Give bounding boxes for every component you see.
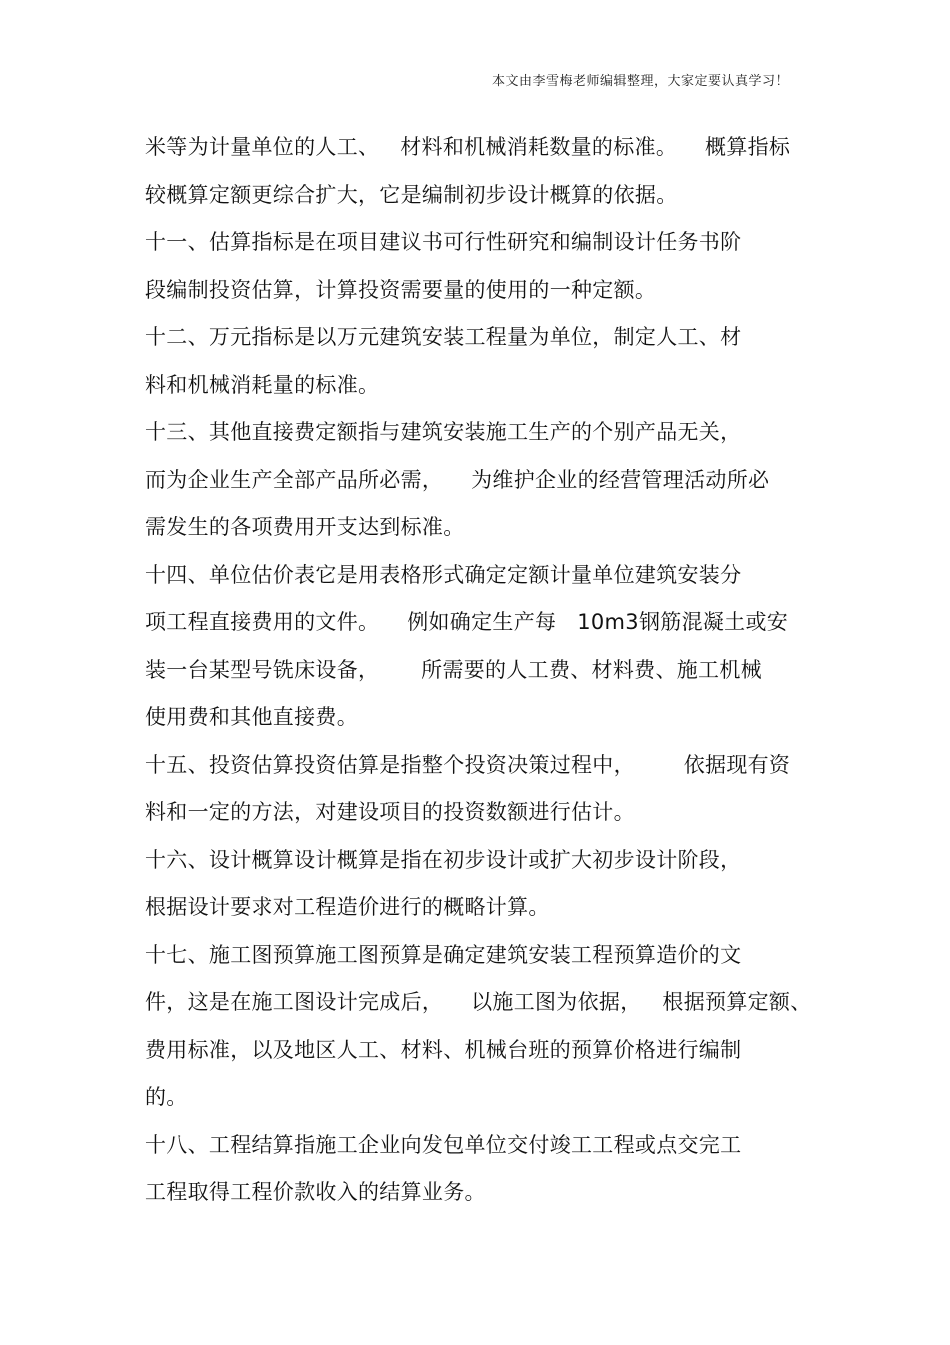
body-text	[145, 124, 825, 1217]
text-line: 费用标准，以及地区人工、材料、机械台班的预算价格进行编制	[145, 1037, 742, 1062]
text-line: 料和机械消耗量的标准。	[145, 372, 380, 397]
text-line: 使用费和其他直接费。	[145, 705, 358, 729]
text-line: 十六、设计概算设计概算是指在初步设计或扩大初步设计阶段，	[145, 847, 742, 872]
text-line: 十四、单位估价表它是用表格形式确定定额计量单位建筑安装分	[145, 562, 742, 587]
text-line: 米等为计量单位的人工、 材料和机械消耗数量的标准。 概算指标	[145, 135, 791, 159]
text-line: 而为企业生产全部产品所必需， 为维护企业的经营管理活动所必	[145, 467, 770, 492]
text-line: 料和一定的方法，对建设项目的投资数额进行估计。	[145, 800, 635, 824]
text-line: 装一台某型号铣床设备， 所需要的人工费、材料费、施工机械	[145, 657, 762, 682]
text-line: 十八、工程结算指施工企业向发包单位交付竣工工程或点交完工	[145, 1132, 742, 1157]
text-line: 的。	[145, 1085, 188, 1109]
text-line: 十二、万元指标是以万元建筑安装工程量为单位，制定人工、材	[145, 325, 742, 349]
text-line: 十三、其他直接费定额指与建筑安装施工生产的个别产品无关，	[145, 420, 742, 444]
text-line: 根据设计要求对工程造价进行的概略计算。	[145, 895, 550, 919]
text-line: 较概算定额更综合扩大，它是编制初步设计概算的依据。	[145, 182, 678, 207]
header-note: 本文由李雪梅老师编辑整理，大家定要认真学习！	[492, 74, 790, 89]
text-line: 工程取得工程价款收入的结算业务。	[145, 1180, 486, 1204]
text-line: 十七、施工图预算施工图预算是确定建筑安装工程预算造价的文	[145, 942, 742, 967]
text-line: 段编制投资估算，计算投资需要量的使用的一种定额。	[145, 277, 657, 302]
text-line: 项工程直接费用的文件。 例如确定生产每 10m3钢筋混凝土或安	[145, 610, 789, 634]
text-line: 件，这是在施工图设计完成后， 以施工图为依据， 根据预算定额、	[145, 990, 812, 1014]
text-line: 十五、投资估算投资估算是指整个投资决策过程中， 依据现有资	[145, 752, 791, 777]
text-line: 十一、估算指标是在项目建议书可行性研究和编制设计任务书阶	[145, 230, 742, 254]
text-line: 需发生的各项费用开支达到标准。	[145, 515, 465, 539]
